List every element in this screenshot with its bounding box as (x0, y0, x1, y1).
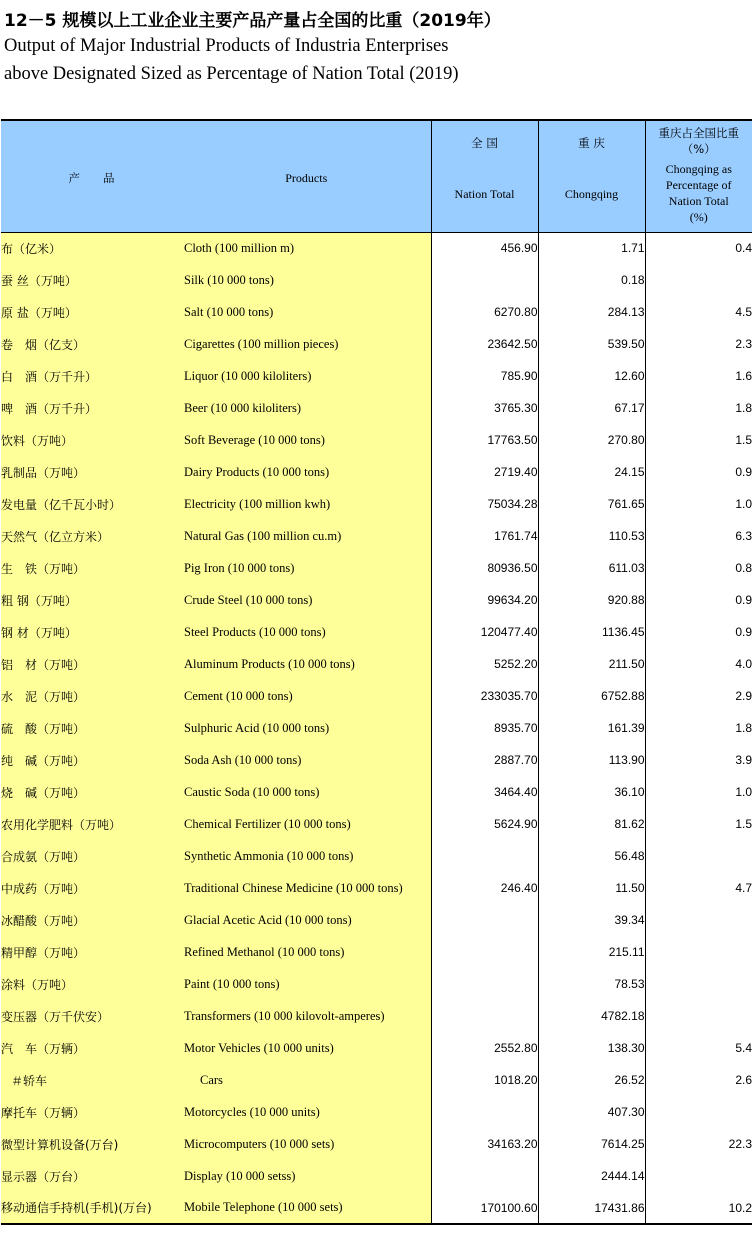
nation-total-value (431, 1096, 538, 1128)
product-name-en: Salt (10 000 tons) (182, 296, 431, 328)
table-row (1, 872, 752, 904)
product-name-en: Chemical Fertilizer (10 000 tons) (182, 808, 431, 840)
nation-total-value: 5624.90 (431, 808, 538, 840)
header-percentage-en-line3: Nation Total (668, 194, 729, 208)
nation-total-value: 785.90 (431, 360, 538, 392)
nation-total-value: 5252.20 (431, 648, 538, 680)
chongqing-value: 36.10 (538, 776, 645, 808)
product-name-cn: 原 盐（万吨） (1, 296, 182, 328)
percentage-value: 1.6 (645, 360, 752, 392)
nation-total-value: 170100.60 (431, 1192, 538, 1224)
percentage-value: 6.3 (645, 520, 752, 552)
nation-total-value: 246.40 (431, 872, 538, 904)
percentage-value: 0.9 (645, 584, 752, 616)
product-name-en: Cloth (100 million m) (182, 232, 431, 264)
product-name-en: Display (10 000 setss) (182, 1160, 431, 1192)
percentage-value: 1.8 (645, 712, 752, 744)
nation-total-value: 2719.40 (431, 456, 538, 488)
table-row (1, 552, 752, 584)
chongqing-value: 215.11 (538, 936, 645, 968)
product-name-cn: 烧 碱（万吨） (1, 776, 182, 808)
nation-total-value (431, 840, 538, 872)
percentage-value (645, 264, 752, 296)
table-row (1, 232, 752, 264)
chongqing-value: 11.50 (538, 872, 645, 904)
table-row (1, 488, 752, 520)
header-product-en: Products (285, 170, 328, 185)
product-name-cn: 显示器（万台） (1, 1160, 182, 1192)
chongqing-value: 113.90 (538, 744, 645, 776)
table-row (1, 744, 752, 776)
product-name-cn: 啤 酒（万千升） (1, 392, 182, 424)
chongqing-value: 1.71 (538, 232, 645, 264)
product-name-en: Motorcycles (10 000 units) (182, 1096, 431, 1128)
product-name-cn: 钢 材（万吨） (1, 616, 182, 648)
chongqing-value: 1136.45 (538, 616, 645, 648)
header-chongqing-cell (538, 120, 645, 232)
product-name-cn: 乳制品（万吨） (1, 456, 182, 488)
nation-total-value: 2887.70 (431, 744, 538, 776)
header-percentage-cn-line2: （%） (681, 142, 716, 156)
table-row (1, 520, 752, 552)
nation-total-value: 3464.40 (431, 776, 538, 808)
product-name-cn: 合成氨（万吨） (1, 840, 182, 872)
table-row (1, 1000, 752, 1032)
product-name-cn: 卷 烟（亿支） (1, 328, 182, 360)
chongqing-value: 539.50 (538, 328, 645, 360)
product-name-en: Refined Methanol (10 000 tons) (182, 936, 431, 968)
chongqing-value: 24.15 (538, 456, 645, 488)
percentage-value: 1.5 (645, 424, 752, 456)
table-body (1, 232, 752, 1224)
product-name-cn: 饮料（万吨） (1, 424, 182, 456)
table-row (1, 712, 752, 744)
product-name-cn: 移动通信手持机(手机)(万台) (1, 1192, 182, 1224)
header-nation-en: Nation Total (454, 187, 515, 201)
nation-total-value: 456.90 (431, 232, 538, 264)
product-name-cn: 生 铁（万吨） (1, 552, 182, 584)
header-percentage-cell (645, 120, 752, 232)
percentage-value (645, 1000, 752, 1032)
product-name-cn: 农用化学肥料（万吨） (1, 808, 182, 840)
table-row (1, 840, 752, 872)
nation-total-value: 1018.20 (431, 1064, 538, 1096)
product-name-cn: 水 泥（万吨） (1, 680, 182, 712)
chongqing-value: 920.88 (538, 584, 645, 616)
product-name-en: Soda Ash (10 000 tons) (182, 744, 431, 776)
chongqing-value: 270.80 (538, 424, 645, 456)
nation-total-value: 80936.50 (431, 552, 538, 584)
table-row (1, 808, 752, 840)
percentage-value: 0.9 (645, 616, 752, 648)
header-nation-cell (431, 120, 538, 232)
nation-total-value: 8935.70 (431, 712, 538, 744)
product-name-cn: 发电量（亿千瓦小时） (1, 488, 182, 520)
percentage-value: 1.0 (645, 488, 752, 520)
nation-total-value: 1761.74 (431, 520, 538, 552)
product-name-en: Cigarettes (100 million pieces) (182, 328, 431, 360)
chongqing-value: 761.65 (538, 488, 645, 520)
chongqing-value: 78.53 (538, 968, 645, 1000)
product-name-en: Aluminum Products (10 000 tons) (182, 648, 431, 680)
table-row (1, 1064, 752, 1096)
chongqing-value: 7614.25 (538, 1128, 645, 1160)
product-name-cn: 摩托车（万辆） (1, 1096, 182, 1128)
percentage-value: 4.5 (645, 296, 752, 328)
product-name-en: Traditional Chinese Medicine (10 000 tons) (182, 872, 431, 904)
percentage-value: 2.6 (645, 1064, 752, 1096)
nation-total-value: 6270.80 (431, 296, 538, 328)
product-name-cn: 汽 车（万辆） (1, 1032, 182, 1064)
percentage-value: 10.2 (645, 1192, 752, 1224)
product-name-cn: 天然气（亿立方米） (1, 520, 182, 552)
page-title-english-line1: Output of Major Industrial Products of Industria Enterprises (4, 36, 449, 56)
nation-total-value: 75034.28 (431, 488, 538, 520)
header-product-cn: 产 品 (68, 170, 115, 185)
chongqing-value: 161.39 (538, 712, 645, 744)
table-row (1, 456, 752, 488)
chongqing-value: 56.48 (538, 840, 645, 872)
nation-total-value: 233035.70 (431, 680, 538, 712)
percentage-value: 4.7 (645, 872, 752, 904)
nation-total-value (431, 904, 538, 936)
chongqing-value: 0.18 (538, 264, 645, 296)
chongqing-value: 2444.14 (538, 1160, 645, 1192)
product-name-en: Cars (182, 1064, 431, 1096)
product-name-en: Cement (10 000 tons) (182, 680, 431, 712)
nation-total-value (431, 1160, 538, 1192)
header-chongqing-en: Chongqing (564, 187, 619, 201)
table-row (1, 392, 752, 424)
page-title-chinese: 12－5 规模以上工业企业主要产品产量占全国的比重（2019年） (4, 11, 501, 31)
percentage-value: 0.4 (645, 232, 752, 264)
table-row (1, 616, 752, 648)
table-row (1, 904, 752, 936)
percentage-value: 5.4 (645, 1032, 752, 1064)
table-row (1, 328, 752, 360)
product-name-en: Soft Beverage (10 000 tons) (182, 424, 431, 456)
product-name-en: Liquor (10 000 kiloliters) (182, 360, 431, 392)
percentage-value (645, 904, 752, 936)
industrial-products-table (1, 119, 752, 1225)
header-percentage-en-line2: Percentage of (665, 178, 732, 192)
product-name-cn: 冰醋酸（万吨） (1, 904, 182, 936)
nation-total-value: 3765.30 (431, 392, 538, 424)
table-row (1, 360, 752, 392)
header-row (1, 120, 752, 232)
nation-total-value: 2552.80 (431, 1032, 538, 1064)
chongqing-value: 67.17 (538, 392, 645, 424)
percentage-value: 2.9 (645, 680, 752, 712)
table-row (1, 1160, 752, 1192)
table-row (1, 296, 752, 328)
chongqing-value: 211.50 (538, 648, 645, 680)
nation-total-value: 99634.20 (431, 584, 538, 616)
nation-total-value (431, 936, 538, 968)
product-name-cn: 纯 碱（万吨） (1, 744, 182, 776)
chongqing-value: 81.62 (538, 808, 645, 840)
table-row (1, 264, 752, 296)
percentage-value: 22.3 (645, 1128, 752, 1160)
header-nation-cn: 全 国 (471, 136, 498, 150)
table-row (1, 1192, 752, 1224)
header-product-cn-cell (1, 120, 182, 232)
product-name-en: Natural Gas (100 million cu.m) (182, 520, 431, 552)
percentage-value: 0.9 (645, 456, 752, 488)
table-row (1, 1128, 752, 1160)
nation-total-value: 17763.50 (431, 424, 538, 456)
chongqing-value: 284.13 (538, 296, 645, 328)
table-row (1, 424, 752, 456)
product-name-en: Electricity (100 million kwh) (182, 488, 431, 520)
product-name-cn: 硫 酸（万吨） (1, 712, 182, 744)
table-row (1, 584, 752, 616)
product-name-en: Paint (10 000 tons) (182, 968, 431, 1000)
product-name-cn: 布（亿米） (1, 232, 182, 264)
table-row (1, 680, 752, 712)
nation-total-value (431, 264, 538, 296)
percentage-value: 2.3 (645, 328, 752, 360)
product-name-cn: 涂料（万吨） (1, 968, 182, 1000)
product-name-en: Dairy Products (10 000 tons) (182, 456, 431, 488)
percentage-value (645, 1096, 752, 1128)
product-name-en: Steel Products (10 000 tons) (182, 616, 431, 648)
nation-total-value: 34163.20 (431, 1128, 538, 1160)
chongqing-value: 6752.88 (538, 680, 645, 712)
percentage-value: 1.0 (645, 776, 752, 808)
product-name-en: Caustic Soda (10 000 tons) (182, 776, 431, 808)
table-row (1, 648, 752, 680)
product-name-en: Crude Steel (10 000 tons) (182, 584, 431, 616)
nation-total-value (431, 1000, 538, 1032)
chongqing-value: 17431.86 (538, 1192, 645, 1224)
percentage-value: 0.8 (645, 552, 752, 584)
product-name-cn: 粗 钢（万吨） (1, 584, 182, 616)
product-name-cn: 中成药（万吨） (1, 872, 182, 904)
product-name-cn: 变压器（万千伏安） (1, 1000, 182, 1032)
product-name-en: Glacial Acetic Acid (10 000 tons) (182, 904, 431, 936)
chongqing-value: 26.52 (538, 1064, 645, 1096)
header-percentage-cn-line1: 重庆占全国比重 (658, 126, 739, 140)
nation-total-value: 23642.50 (431, 328, 538, 360)
table-row (1, 936, 752, 968)
product-name-cn: 铝 材（万吨） (1, 648, 182, 680)
chongqing-value: 407.30 (538, 1096, 645, 1128)
chongqing-value: 12.60 (538, 360, 645, 392)
product-name-cn: ＃轿车 (1, 1064, 182, 1096)
table-row (1, 1032, 752, 1064)
product-name-cn: 蚕 丝（万吨） (1, 264, 182, 296)
product-name-en: Mobile Telephone (10 000 sets) (182, 1192, 431, 1224)
chongqing-value: 611.03 (538, 552, 645, 584)
header-chongqing-cn: 重 庆 (578, 136, 605, 150)
product-name-en: Sulphuric Acid (10 000 tons) (182, 712, 431, 744)
table-row (1, 968, 752, 1000)
header-percentage-en-line1: Chongqing as (665, 162, 732, 176)
product-name-cn: 精甲醇（万吨） (1, 936, 182, 968)
percentage-value: 3.9 (645, 744, 752, 776)
percentage-value (645, 1160, 752, 1192)
table-row (1, 776, 752, 808)
header-product-en-cell (182, 120, 431, 232)
chongqing-value: 39.34 (538, 904, 645, 936)
chongqing-value: 138.30 (538, 1032, 645, 1064)
chongqing-value: 4782.18 (538, 1000, 645, 1032)
percentage-value: 1.5 (645, 808, 752, 840)
nation-total-value (431, 968, 538, 1000)
header-percentage-en-line4: (%) (689, 210, 708, 224)
product-name-en: Motor Vehicles (10 000 units) (182, 1032, 431, 1064)
product-name-cn: 白 酒（万千升） (1, 360, 182, 392)
product-name-en: Pig Iron (10 000 tons) (182, 552, 431, 584)
percentage-value (645, 840, 752, 872)
product-name-cn: 微型计算机设备(万台) (1, 1128, 182, 1160)
product-name-en: Microcomputers (10 000 sets) (182, 1128, 431, 1160)
table-row (1, 1096, 752, 1128)
product-name-en: Silk (10 000 tons) (182, 264, 431, 296)
percentage-value: 1.8 (645, 392, 752, 424)
product-name-en: Transformers (10 000 kilovolt-amperes) (182, 1000, 431, 1032)
percentage-value (645, 936, 752, 968)
nation-total-value: 120477.40 (431, 616, 538, 648)
percentage-value: 4.0 (645, 648, 752, 680)
percentage-value (645, 968, 752, 1000)
chongqing-value: 110.53 (538, 520, 645, 552)
product-name-en: Synthetic Ammonia (10 000 tons) (182, 840, 431, 872)
product-name-en: Beer (10 000 kiloliters) (182, 392, 431, 424)
page-title-english-line2: above Designated Sized as Percentage of Nation Total (2019) (4, 64, 459, 84)
